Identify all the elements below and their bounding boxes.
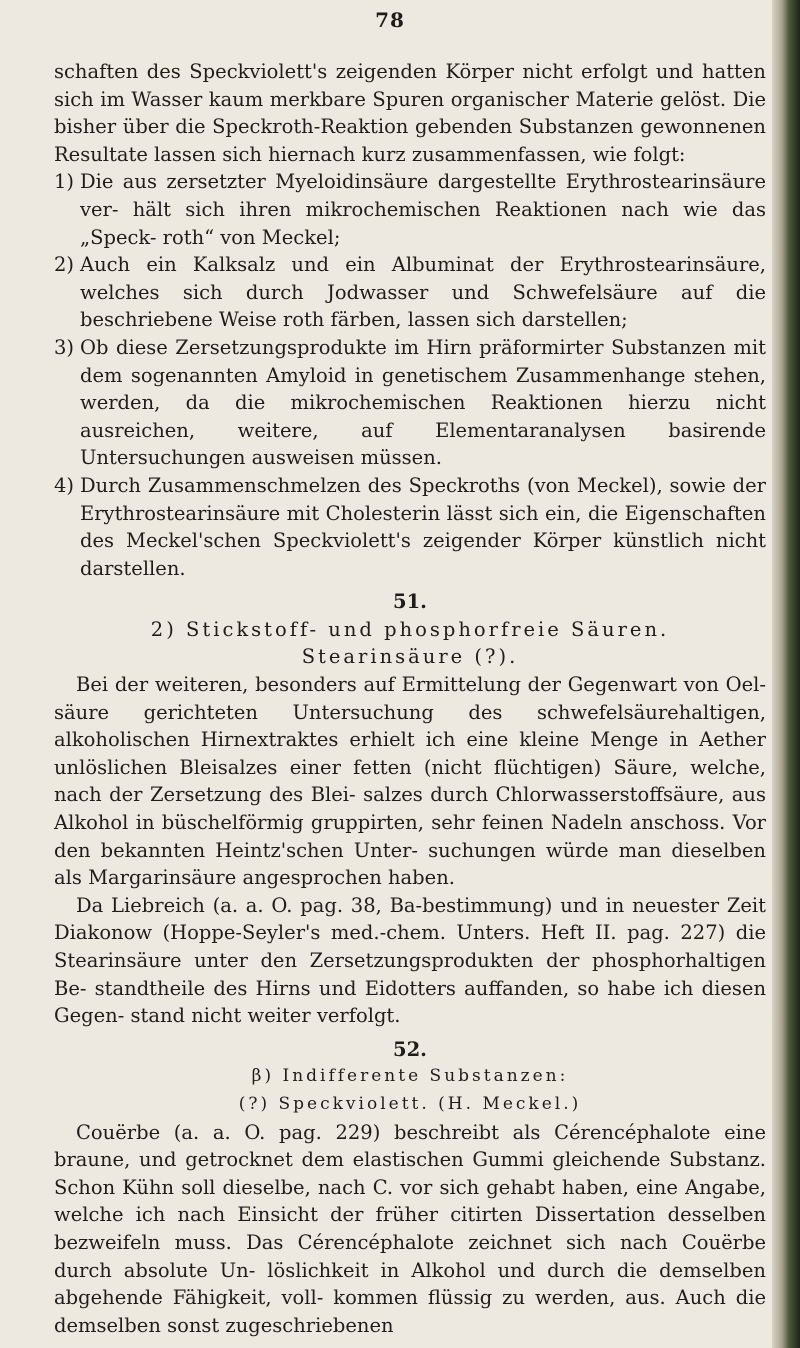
list-number: 3) — [54, 335, 75, 359]
intro-paragraph: schaften des Speckviolett's zeigenden Körper nicht erfolgt und hatten sich im Wasser kaum merkbare Spuren organischer Materie gelöst. Die bisher über die Speckroth-Reaktion gebenden Substanzen gewonnenen Resultate lassen sich hiernach kurz zusammenfassen, wie folgt: — [54, 60, 766, 166]
section-51-number: 51. — [393, 590, 427, 614]
list-number: 1) — [54, 170, 75, 194]
section-52-number: 52. — [393, 1037, 427, 1061]
list-item — [54, 472, 766, 582]
list-item — [54, 251, 766, 334]
list-number: 2) — [54, 253, 75, 277]
section-52-heading: β) Indifferente Substanzen: — [251, 1066, 569, 1087]
section-52-paragraph-1: Couërbe (a. a. O. pag. 229) beschreibt als Cérencéphalote eine braune, und getrocknet dem elastischen Gummi gleichende Substanz. Schon Kühn soll dieselbe, nach C. vor sich gehabt haben, eine Angabe, welche ich nach Einsicht der früher citirten Dissertation desselben bezweifeln muss. Das Cérencéphalote zeichnet sich nach Couërbe durch absolute Un- löslichkeit in Alkohol und durch die demselben abgehende Fähigkeit, voll- kommen flüssig zu werden, aus. Auch die demselben sonst zugeschriebenen — [54, 1120, 766, 1337]
list-number: 4) — [54, 473, 75, 497]
list-text: Auch ein Kalksalz und ein Albuminat der Erythrostearinsäure, welches sich durch Jodwasser und Schwefelsäure auf die beschriebene Weise roth färben, lassen sich darstellen; — [80, 253, 766, 332]
section-51-subheading: Stearinsäure (?). — [301, 645, 519, 669]
list-text: Die aus zersetzter Myeloidinsäure dargestellte Erythrostearinsäure ver- hält sich ihren mikrochemischen Reaktionen nach wie das „Speck- roth“ von Meckel; — [80, 170, 766, 249]
section-51-paragraph-2: Da Liebreich (a. a. O. pag. 38, Ba-bestimmung) und in neuester Zeit Diakonow (Hoppe-Seyler's med.-chem. Unters. Heft II. pag. 227) die Stearinsäure unter den Zersetzungsprodukten der phosphorhaltigen Be- standtheile des Hirns und Eidotters auffanden, so habe ich diesen Gegen- stand nicht weiter verfolgt. — [54, 893, 766, 1028]
section-52-subheading: (?) Speckviolett. (H. Meckel.) — [238, 1093, 582, 1114]
list-text: Durch Zusammenschmelzen des Speckroths (von Meckel), sowie der Erythrostearinsäure mit Cholesterin lässt sich ein, die Eigenschaften des Meckel'schen Speckviolett's zeigender Körper künstlich nicht darstellen. — [80, 473, 766, 580]
section-51-paragraph-1: Bei der weiteren, besonders auf Ermittelung der Gegenwart von Oel- säure gerichteten Untersuchung des schwefelsäurehaltigen, alkoholischen Hirnextraktes erhielt ich eine kleine Menge in Aether unlöslichen Bleisalzes einer fetten (nicht flüchtigen) Säure, welche, nach der Zersetzung des Blei- salzes durch Chlorwasserstoffsäure, aus Alkohol in büschelförmig gruppirten, sehr feinen Nadeln anschoss. Vor den bekannten Heintz'schen Unter- suchungen würde man dieselben als Margarinsäure angesprochen haben. — [54, 673, 766, 890]
section-51-heading: 2) Stickstoff- und phosphorfreie Säuren. — [150, 617, 670, 641]
list-item — [54, 168, 766, 251]
page-number: 78 — [375, 8, 405, 32]
page-text — [54, 58, 766, 1339]
list-text: Ob diese Zersetzungsprodukte im Hirn präformirter Substanzen mit dem sogenannten Amyloid in genetischem Zusammenhange stehen, werden, da die mikrochemischen Reaktionen hierzu nicht ausreichen, weitere, auf Elementaranalysen basirende Untersuchungen ausweisen müssen. — [80, 335, 766, 470]
list-item — [54, 334, 766, 472]
page-edge-shadow — [772, 0, 800, 1348]
